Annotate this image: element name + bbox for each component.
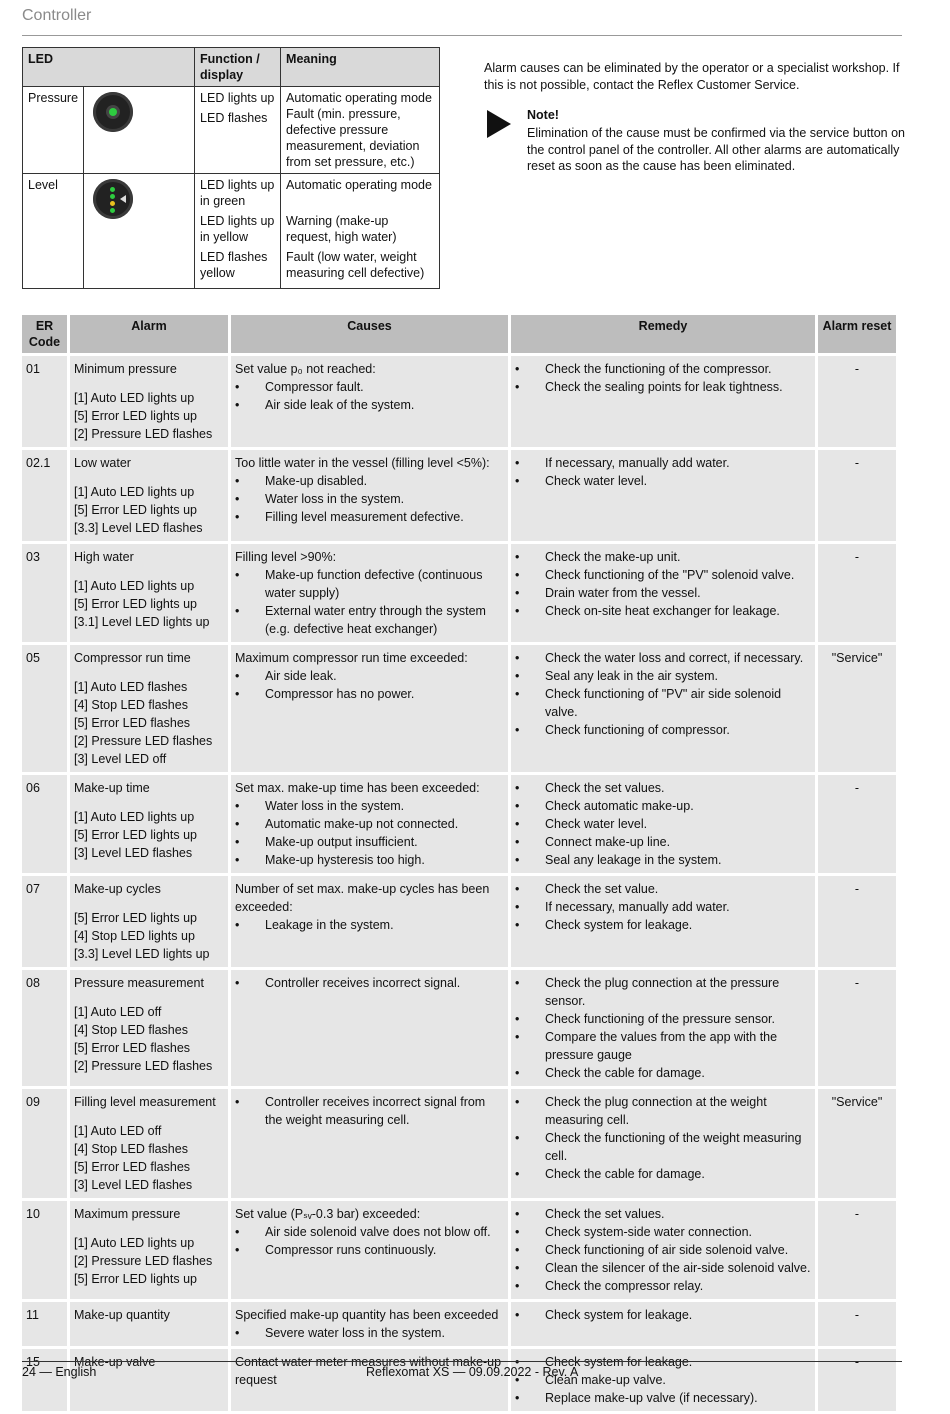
cause-item: • Compressor runs continuously.	[235, 1241, 504, 1259]
remedy-item: • Check the compressor relay.	[515, 1277, 811, 1295]
er-code: 11	[22, 1302, 67, 1346]
alarm-reset: -	[818, 1349, 896, 1411]
alarm-reset: -	[818, 1302, 896, 1346]
cause-intro: Maximum compressor run time exceeded:	[235, 651, 468, 665]
alarm-led-state: [3.3] Level LED flashes	[74, 521, 203, 535]
alarm-led-state: [4] Stop LED flashes	[74, 1023, 188, 1037]
remedy-item: • Check the set values.	[515, 1205, 811, 1223]
remedy-item: • Seal any leak in the air system.	[515, 667, 811, 685]
alarm-led-state: [2] Pressure LED flashes	[74, 1059, 213, 1073]
alarm-led-state: [1] Auto LED flashes	[74, 680, 188, 694]
function-text: LED lights up in yellow	[200, 214, 275, 244]
header-divider	[22, 35, 902, 36]
cause-item: • Water loss in the system.	[235, 797, 504, 815]
alarm-intro-text: Alarm causes can be eliminated by the operator or a specialist workshop. If this is not possible, contact the Reflex Customer Service.	[484, 61, 900, 92]
meaning-text: Automatic operating mode	[286, 178, 432, 192]
led-name: Level	[23, 174, 84, 289]
alarm-led-state: [5] Error LED lights up	[74, 503, 197, 517]
alarm-led-state: [2] Pressure LED flashes	[74, 734, 213, 748]
remedy-item: • Check automatic make-up.	[515, 797, 811, 815]
cause-intro: Set value (Pₛᵥ-0.3 bar) exceeded:	[235, 1207, 421, 1221]
remedy-item: • Check system for leakage.	[515, 1353, 811, 1371]
alarm-led-state: [4] Stop LED flashes	[74, 1142, 188, 1156]
alarm-name: Filling level measurement	[74, 1095, 216, 1109]
remedy-header: Remedy	[511, 315, 815, 353]
remedy-item: • Check the plug connection at the weight measuring cell.	[515, 1093, 811, 1129]
cause-item: • Make-up output insufficient.	[235, 833, 504, 851]
remedy-item: • Check the functioning of the compressor.	[515, 360, 811, 378]
er-code: 09	[22, 1089, 67, 1198]
remedy-item: • Check the set value.	[515, 880, 811, 898]
cause-intro: Filling level >90%:	[235, 550, 337, 564]
pressure-led-icon	[93, 92, 133, 132]
note-body: Elimination of the cause must be confirmed via the service button on the control panel of the controller. All other alarms are automatically reset as soon as the cause has been eliminated.	[527, 126, 905, 173]
cause-item: • External water entry through the system (e.g. defective heat exchanger)	[235, 602, 504, 638]
er-code: 01	[22, 356, 67, 447]
cause-item: • Air side leak of the system.	[235, 396, 504, 414]
cause-intro: Set max. make-up time has been exceeded:	[235, 781, 480, 795]
alarm-row	[22, 1089, 896, 1198]
footer-document-title: Reflexomat XS — 09.09.2022 - Rev. A	[366, 1365, 579, 1379]
cause-item: • Make-up disabled.	[235, 472, 504, 490]
cause-item: • Filling level measurement defective.	[235, 508, 504, 526]
meaning-text: Automatic operating mode	[286, 91, 432, 105]
alarm-row	[22, 1302, 896, 1346]
cause-item: • Make-up function defective (continuous water supply)	[235, 566, 504, 602]
cause-item: • Air side leak.	[235, 667, 504, 685]
remedy-item: • Check system for leakage.	[515, 1306, 811, 1324]
causes-header: Causes	[231, 315, 508, 353]
cause-intro: Number of set max. make-up cycles has been exceeded:	[235, 882, 490, 914]
alarm-led-state: [1] Auto LED lights up	[74, 1236, 195, 1250]
alarm-led-state: [5] Error LED lights up	[74, 1272, 197, 1286]
alarm-row	[22, 544, 896, 642]
alarm-name: Compressor run time	[74, 651, 191, 665]
note-title: Note!	[527, 108, 559, 122]
alarm-name: High water	[74, 550, 134, 564]
remedy-item: • Check the cable for damage.	[515, 1165, 811, 1183]
alarm-name: Maximum pressure	[74, 1207, 181, 1221]
alarm-led-state: [4] Stop LED flashes	[74, 698, 188, 712]
alarm-led-state: [5] Error LED flashes	[74, 716, 191, 730]
alarm-name: Make-up cycles	[74, 882, 161, 896]
alarm-reset: -	[818, 544, 896, 642]
function-text: LED flashes	[200, 111, 268, 125]
alarm-name: Make-up quantity	[74, 1308, 170, 1322]
remedy-item: • If necessary, manually add water.	[515, 898, 811, 916]
alarm-led-state: [1] Auto LED off	[74, 1005, 162, 1019]
function-col-header: Function / display	[195, 48, 281, 87]
meaning-text: Warning (make-up request, high water)	[286, 214, 397, 244]
alarm-led-state: [3.1] Level LED lights up	[74, 615, 210, 629]
meaning-text: Fault (low water, weight measuring cell defective)	[286, 250, 425, 280]
er-code: 06	[22, 775, 67, 873]
alarm-row	[22, 645, 896, 772]
alarm-name: Pressure measurement	[74, 976, 204, 990]
er-code: 08	[22, 970, 67, 1086]
er-code: 10	[22, 1201, 67, 1299]
remedy-item: • Check functioning of air side solenoid valve.	[515, 1241, 811, 1259]
alarm-reset: -	[818, 1201, 896, 1299]
meaning-text: Fault (min. pressure, defective pressure measurement, deviation from set pressure, etc.)	[286, 107, 420, 169]
remedy-item: • Check functioning of compressor.	[515, 721, 811, 739]
alarm-row	[22, 876, 896, 967]
alarm-led-state: [2] Pressure LED flashes	[74, 1254, 213, 1268]
alarm-row	[22, 1201, 896, 1299]
alarm-led-state: [3] Level LED flashes	[74, 1178, 193, 1192]
cause-item: • Water loss in the system.	[235, 490, 504, 508]
alarm-led-state: [5] Error LED flashes	[74, 1160, 191, 1174]
remedy-item: • Clean the silencer of the air-side solenoid valve.	[515, 1259, 811, 1277]
alarm-reset: "Service"	[818, 1089, 896, 1198]
alarm-row	[22, 356, 896, 447]
cause-item: • Severe water loss in the system.	[235, 1324, 504, 1342]
led-col-header: LED	[23, 48, 195, 87]
led-table	[22, 47, 440, 289]
cause-item: • Make-up hysteresis too high.	[235, 851, 504, 869]
alarm-led-state: [1] Auto LED lights up	[74, 391, 195, 405]
alarm-led-state: [1] Auto LED lights up	[74, 579, 195, 593]
alarm-reset: -	[818, 876, 896, 967]
remedy-item: • Compare the values from the app with the pressure gauge	[515, 1028, 811, 1064]
cause-item: • Leakage in the system.	[235, 916, 504, 934]
footer-divider	[22, 1361, 902, 1362]
cause-intro: Too little water in the vessel (filling level <5%):	[235, 456, 490, 470]
alarm-row	[22, 450, 896, 541]
alarm-led-state: [5] Error LED lights up	[74, 409, 197, 423]
alarm-led-state: [4] Stop LED lights up	[74, 929, 195, 943]
er-code: 05	[22, 645, 67, 772]
remedy-item: • If necessary, manually add water.	[515, 454, 811, 472]
remedy-item: • Check the set values.	[515, 779, 811, 797]
cause-intro: Specified make-up quantity has been exceeded	[235, 1308, 499, 1322]
alarm-reset: -	[818, 356, 896, 447]
remedy-item: • Check functioning of the pressure sensor.	[515, 1010, 811, 1028]
cause-intro: Set value p₀ not reached:	[235, 362, 376, 376]
alarm-name: Low water	[74, 456, 131, 470]
alarm-reset: "Service"	[818, 645, 896, 772]
meaning-col-header: Meaning	[281, 48, 440, 87]
remedy-item: • Check on-site heat exchanger for leakage.	[515, 602, 811, 620]
footer-page-number: 24 — English	[22, 1365, 97, 1379]
note-arrow-icon	[487, 110, 511, 138]
cause-intro: Contact water meter measures without make-up request	[235, 1355, 502, 1387]
alarm-name: Make-up time	[74, 781, 150, 795]
led-name: Pressure	[23, 87, 84, 174]
remedy-item: • Check system for leakage.	[515, 916, 811, 934]
function-text: LED flashes yellow	[200, 250, 268, 280]
alarm-reset-header: Alarm reset	[818, 315, 896, 353]
remedy-item: • Check the water loss and correct, if necessary.	[515, 649, 811, 667]
remedy-item: • Drain water from the vessel.	[515, 584, 811, 602]
alarm-led-state: [3.3] Level LED lights up	[74, 947, 210, 961]
function-text: LED lights up	[200, 91, 275, 105]
remedy-item: • Check the sealing points for leak tightness.	[515, 378, 811, 396]
alarm-row	[22, 970, 896, 1086]
alarm-row	[22, 775, 896, 873]
cause-item: • Controller receives incorrect signal.	[235, 974, 504, 992]
remedy-item: • Seal any leakage in the system.	[515, 851, 811, 869]
cause-item: • Compressor fault.	[235, 378, 504, 396]
led-row-pressure	[23, 87, 440, 174]
remedy-item: • Check functioning of "PV" air side solenoid valve.	[515, 685, 811, 721]
alarm-header: Alarm	[70, 315, 228, 353]
alarm-led-state: [3] Level LED flashes	[74, 846, 193, 860]
alarm-led-state: [1] Auto LED off	[74, 1124, 162, 1138]
alarm-reset: -	[818, 775, 896, 873]
alarm-led-state: [5] Error LED lights up	[74, 911, 197, 925]
alarm-led-state: [5] Error LED lights up	[74, 597, 197, 611]
remedy-item: • Check water level.	[515, 472, 811, 490]
remedy-item: • Check the functioning of the weight measuring cell.	[515, 1129, 811, 1165]
page-header-title: Controller	[22, 7, 92, 24]
remedy-item: • Check the make-up unit.	[515, 548, 811, 566]
alarm-led-state: [3] Level LED off	[74, 752, 167, 766]
er-code: 15	[22, 1349, 67, 1411]
led-row-level	[23, 174, 440, 289]
remedy-item: • Replace make-up valve (if necessary).	[515, 1389, 811, 1407]
alarm-reset: -	[818, 450, 896, 541]
alarm-led-state: [2] Pressure LED flashes	[74, 427, 213, 441]
remedy-item: • Check the cable for damage.	[515, 1064, 811, 1082]
er-code-header: ER Code	[22, 315, 67, 353]
cause-item: • Air side solenoid valve does not blow off.	[235, 1223, 504, 1241]
remedy-item: • Check functioning of the "PV" solenoid valve.	[515, 566, 811, 584]
alarm-led-state: [1] Auto LED lights up	[74, 485, 195, 499]
alarm-led-state: [1] Auto LED lights up	[74, 810, 195, 824]
remedy-item: • Clean make-up valve.	[515, 1371, 811, 1389]
cause-item: • Controller receives incorrect signal from the weight measuring cell.	[235, 1093, 504, 1129]
alarm-name: Make-up valve	[74, 1355, 156, 1369]
alarm-led-state: [5] Error LED lights up	[74, 828, 197, 842]
remedy-item: • Check water level.	[515, 815, 811, 833]
cause-item: • Automatic make-up not connected.	[235, 815, 504, 833]
remedy-item: • Check system-side water connection.	[515, 1223, 811, 1241]
er-code: 02.1	[22, 450, 67, 541]
alarm-reset: -	[818, 970, 896, 1086]
alarm-name: Minimum pressure	[74, 362, 177, 376]
level-led-icon	[93, 179, 133, 219]
cause-item: • Compressor has no power.	[235, 685, 504, 703]
function-text: LED lights up in green	[200, 178, 275, 208]
alarm-led-state: [5] Error LED flashes	[74, 1041, 191, 1055]
remedy-item: • Check the plug connection at the pressure sensor.	[515, 974, 811, 1010]
remedy-item: • Connect make-up line.	[515, 833, 811, 851]
er-code: 07	[22, 876, 67, 967]
er-code: 03	[22, 544, 67, 642]
alarm-table	[19, 312, 899, 1414]
alarm-row	[22, 1349, 896, 1411]
